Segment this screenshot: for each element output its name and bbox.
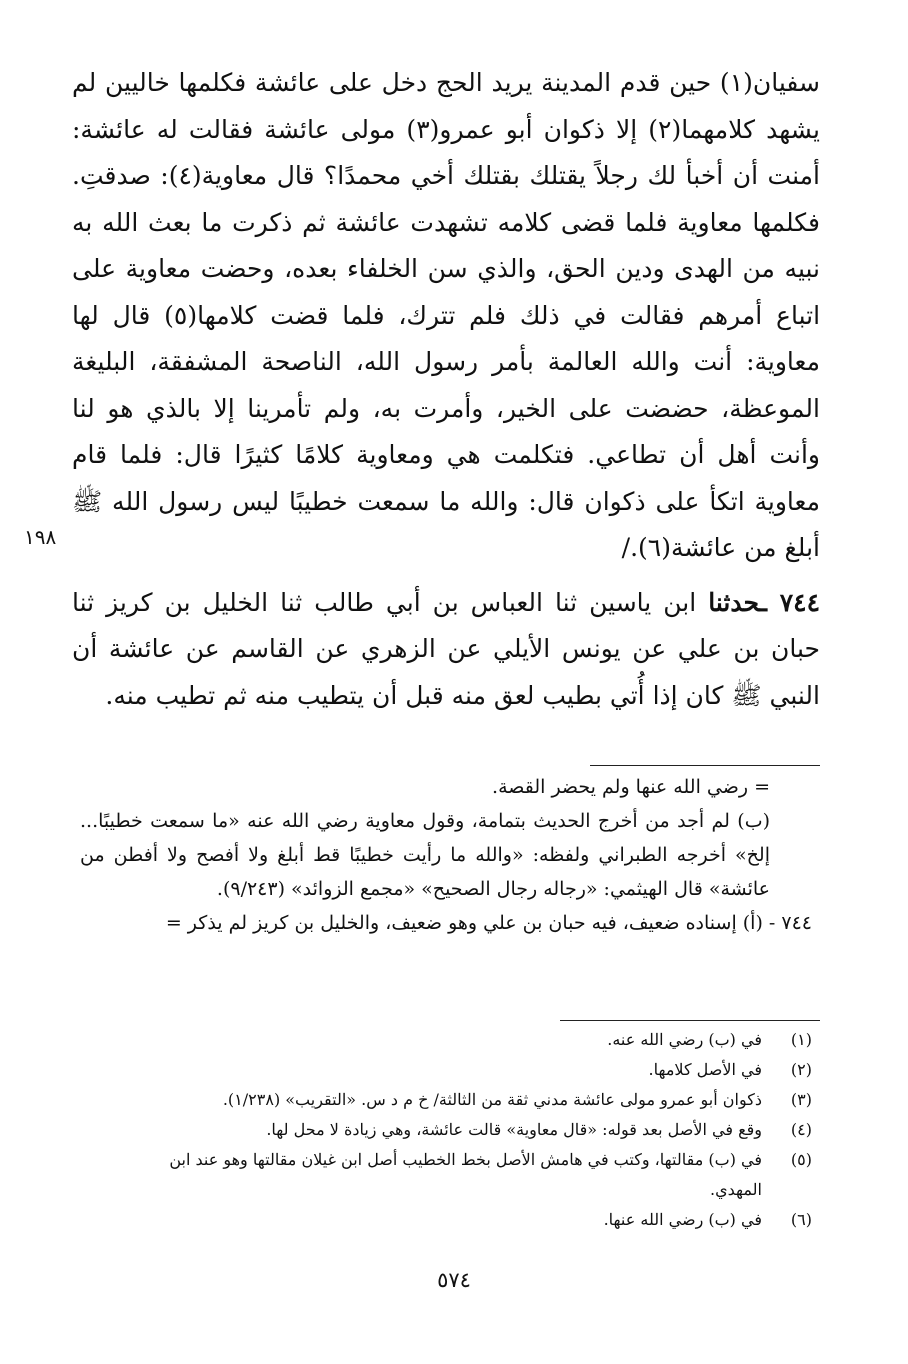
footnote	[120, 1145, 812, 1205]
footnote	[120, 1115, 812, 1145]
footnote-number: (٣)	[790, 1090, 812, 1109]
footnote	[120, 1205, 812, 1235]
note-744: ٧٤٤ - (أ) إسناده ضعيف، فيه حبان بن علي وهو ضعيف، والخليل بن كريز لم يذكر =	[165, 912, 812, 934]
footnote-text: ذكوان أبو عمرو مولى عائشة مدني ثقة من الثالثة/ خ م د س. «التقريب» (١/٢٣٨).	[222, 1090, 762, 1109]
notes-separator	[590, 765, 820, 766]
hadith-number: ٧٤٤ ـ	[759, 587, 821, 617]
narration-paragraph: سفيان(١) حين قدم المدينة يريد الحج دخل على عائشة فكلمها خاليين لم يشهد كلامهما(٢) إلا ذكوان أبو عمرو(٣) مولى عائشة فقالت له عائشة: أمنت أن أخبأ لك رجلاً يقتلك بقتلك أخي محمدًا؟ قال معاوية(٤): صدقتِ. فكلمها معاوية فلما قضى كلامه تشهدت عائشة ثم ذكرت ما بعث الله به نبيه من الهدى ودين الحق، والذي سن الخلفاء بعده، وحضت معاوية على اتباع أمرهم فقالت في ذلك فلم تترك، فلما قضت كلامها(٥) قال لها معاوية: أنت والله العالمة بأمر رسول الله، الناصحة المشفقة، البليغة الموعظة، حضضت على الخير، وأمرت به، ولم تأمرينا إلا بالذي هو لنا وأنت أهل أن تطاعي. فتكلمت هي ومعاوية كلامًا كثيرًا قال: فلما قام معاوية اتكأ على ذكوان قال: والله ما سمعت خطيبًا ليس رسول الله ﷺ أبلغ من عائشة(٦)./	[72, 68, 821, 562]
footnote-text: وقع في الأصل بعد قوله: «قال معاوية» قالت عائشة، وهي زيادة لا محل لها.	[266, 1120, 762, 1139]
footnotes-separator	[560, 1020, 820, 1021]
page-number: ٥٧٤	[437, 1268, 471, 1292]
footnote-number: (٢)	[790, 1060, 812, 1079]
footnote-number: (٦)	[790, 1210, 812, 1229]
footnote-text: في الأصل كلامها.	[648, 1060, 762, 1079]
hadith-744	[72, 580, 820, 720]
footnote-text: في (ب) رضي الله عنها.	[603, 1210, 762, 1229]
footnote	[120, 1055, 812, 1085]
hadith-lead-word: حدثنا	[708, 587, 760, 617]
footnotes	[120, 1025, 812, 1235]
hadith-text: ابن ياسين ثنا العباس بن أبي طالب ثنا الخليل بن كريز ثنا حبان بن علي عن يونس الأيلي عن الزهري عن القاسم عن عائشة أن النبي ﷺ كان إذا أُتي بطيب لعق منه قبل أن يتطيب منه ثم تطيب منه.	[72, 587, 820, 710]
footnote-text: في (ب) مقالتها، وكتب في هامش الأصل بخط الخطيب أصل ابن غيلان مقالتها وهو عند ابن المهدي.	[169, 1150, 762, 1199]
footnote	[120, 1085, 812, 1115]
footnote-number: (٤)	[790, 1120, 812, 1139]
footnote	[120, 1025, 812, 1055]
commentary-notes	[80, 770, 812, 940]
note-b: (ب) لم أجد من أخرج الحديث بتمامة، وقول معاوية رضي الله عنه «ما سمعت خطيبًا... إلخ» أخرجه الطبراني ولفظه: «والله ما رأيت خطيبًا قط أبلغ ولا أفصح ولا أفطن من عائشة» قال الهيثمي: «رجاله رجال الصحيح» «مجمع الزوائد» (٩/٢٤٣).	[80, 810, 770, 900]
margin-manuscript-number: ١٩٨	[24, 525, 57, 549]
note-continued: = رضي الله عنها ولم يحضر القصة.	[492, 776, 770, 798]
main-text	[72, 60, 820, 719]
footnote-text: في (ب) رضي الله عنه.	[607, 1030, 762, 1049]
footnote-number: (١)	[790, 1030, 812, 1049]
footnote-number: (٥)	[790, 1150, 812, 1169]
